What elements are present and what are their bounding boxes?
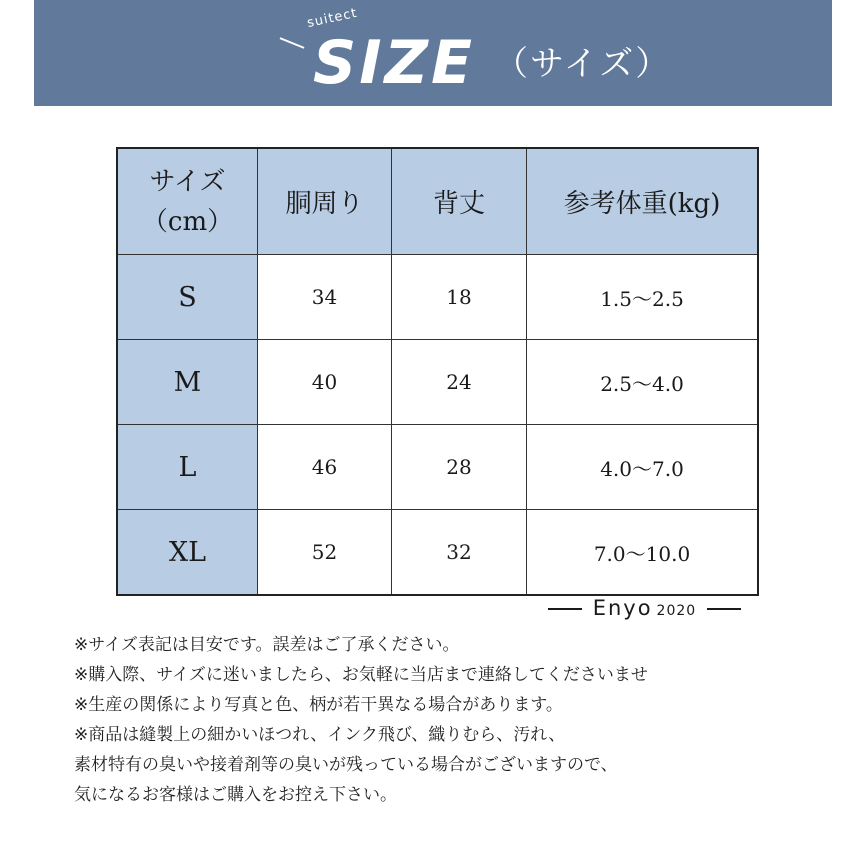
header-weight: 参考体重(kg)	[527, 148, 759, 255]
waist-cell: 40	[258, 340, 392, 425]
header-size-label: サイズ	[149, 166, 226, 197]
table-row	[117, 255, 758, 340]
note-line: ※商品は縫製上の細かいほつれ、インク飛び、織りむら、汚れ、	[74, 725, 566, 745]
size-cell: XL	[117, 510, 258, 596]
credit-year: 2020	[656, 603, 697, 619]
banner-title	[279, 5, 679, 104]
weight-cell: 1.5〜2.5	[527, 255, 759, 340]
size-table	[116, 147, 759, 596]
length-cell: 28	[392, 425, 527, 510]
credit-signature	[548, 596, 768, 622]
waist-cell: 34	[258, 255, 392, 340]
weight-cell: 2.5〜4.0	[527, 340, 759, 425]
note-line: ※生産の関係により写真と色、柄が若干異なる場合があります。	[74, 695, 563, 715]
decorative-dash	[280, 37, 305, 49]
size-cell: S	[117, 255, 258, 340]
notes-section	[74, 630, 834, 810]
length-cell: 24	[392, 340, 527, 425]
title-banner	[34, 0, 832, 106]
banner-title-word: SIZE	[313, 28, 476, 98]
waist-cell: 52	[258, 510, 392, 596]
header-length: 背丈	[392, 148, 527, 255]
credit-name: Enyo	[592, 596, 653, 620]
note-line: 素材特有の臭いや接着剤等の臭いが残っている場合がございますので、	[74, 755, 618, 775]
size-cell: L	[117, 425, 258, 510]
note-line: ※サイズ表記は目安です。誤差はご了承ください。	[74, 635, 460, 655]
header-waist: 胴周り	[258, 148, 392, 255]
table-row	[117, 510, 758, 596]
banner-sub-label: suitect	[305, 5, 359, 31]
table-header-row	[117, 148, 758, 255]
banner-title-kana: （サイズ）	[494, 44, 672, 84]
waist-cell: 46	[258, 425, 392, 510]
header-size-unit: （cm）	[141, 206, 234, 237]
header-size	[117, 148, 258, 255]
length-cell: 18	[392, 255, 527, 340]
note-line: 気になるお客様はご購入をお控え下さい。	[74, 785, 397, 805]
table-row	[117, 340, 758, 425]
size-cell: M	[117, 340, 258, 425]
length-cell: 32	[392, 510, 527, 596]
credit-dash-left	[548, 608, 582, 610]
credit-dash-right	[707, 608, 741, 610]
table-row	[117, 425, 758, 510]
weight-cell: 7.0〜10.0	[527, 510, 759, 596]
weight-cell: 4.0〜7.0	[527, 425, 759, 510]
note-line: ※購入際、サイズに迷いましたら、お気軽に当店まで連絡してくださいませ	[74, 665, 648, 685]
